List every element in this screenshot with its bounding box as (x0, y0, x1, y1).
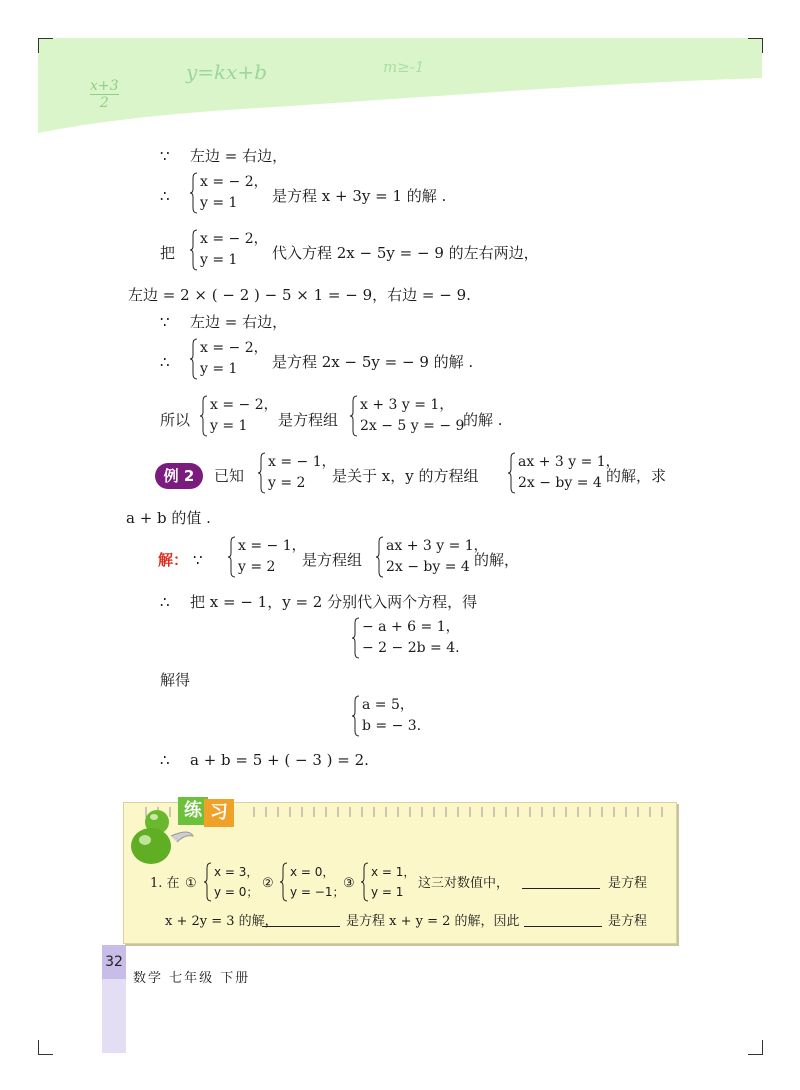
text-line: 是方程 (608, 914, 648, 929)
system-row: x = 3， (214, 865, 259, 879)
solution-label: 解： (158, 551, 189, 569)
text-line: 解得 (160, 671, 191, 689)
text-line: 把 x = − 1，y = 2 分别代入两个方程，得 (190, 593, 478, 611)
page-margin-strip (102, 979, 126, 1053)
crop-mark-top-right (748, 38, 763, 53)
text-line: 这三对数值中， (418, 876, 510, 891)
therefore-symbol: ∴ (160, 353, 170, 371)
text-line: x + 2y = 3 的解， (165, 914, 278, 929)
system-row: 2x − 5 y = − 9 (360, 418, 465, 434)
system-row: 2x − by = 4 (518, 475, 602, 491)
text-line: 代入方程 2x − 5y = − 9 的左右两边， (272, 244, 539, 262)
handwriting-numerator: x+3 (90, 78, 119, 94)
crop-mark-top-left (38, 38, 53, 53)
system-row: x = 0， (290, 865, 335, 879)
text-line: 是方程组 (302, 551, 363, 569)
answer-blank[interactable] (262, 912, 340, 927)
text-line: 是方程 x + y = 2 的解，因此 (346, 914, 520, 929)
brace-icon (352, 617, 360, 659)
text-line: 左边 = 2 × ( − 2 ) − 5 × 1 = − 9，右边 = − 9. (128, 286, 471, 304)
system-row: y = 1 (210, 418, 248, 434)
therefore-symbol: ∴ (160, 187, 170, 205)
brace-icon (376, 536, 384, 578)
therefore-symbol: ∴ (160, 751, 170, 769)
system-row: 2x − by = 4 (386, 559, 470, 575)
text-line: 的解 . (463, 411, 503, 429)
text-line: 把 (160, 244, 176, 262)
handwriting-denominator: 2 (90, 94, 119, 111)
text-line: 是方程 2x − 5y = − 9 的解 . (272, 353, 474, 371)
answer-blank[interactable] (524, 912, 602, 927)
choice-label: ① (185, 876, 197, 891)
brace-icon (204, 862, 212, 902)
system-row: ax + 3 y = 1， (386, 538, 488, 554)
choice-label: ③ (343, 876, 355, 891)
system-row: x = − 2， (200, 231, 268, 247)
example-badge: 例 2 (155, 463, 203, 489)
brace-icon (361, 862, 369, 902)
header-wave (38, 38, 762, 133)
system-row: x + 3 y = 1， (360, 397, 454, 413)
system-row: x = − 2， (200, 340, 268, 356)
system-row: x = − 2， (200, 174, 268, 190)
brace-icon (228, 536, 236, 578)
crop-mark-bottom-right (748, 1040, 763, 1055)
answer-blank[interactable] (522, 874, 600, 889)
system-row: − 2 − 2b = 4. (362, 640, 460, 656)
text-line: 左边 = 右边， (190, 313, 288, 331)
system-row: y = 1 (371, 885, 404, 899)
question-prefix: 1. 在 (150, 876, 180, 891)
handwriting-inequality: m≥-1 (383, 58, 425, 76)
practice-title (178, 797, 238, 829)
text-line: 的解， (474, 551, 520, 569)
brace-icon (190, 338, 198, 380)
system-row: x = 1， (371, 865, 416, 879)
system-row: b = − 3. (362, 718, 422, 734)
text-line: 是方程 x + 3y = 1 的解 . (272, 187, 447, 205)
therefore-symbol: ∴ (160, 593, 170, 611)
handwriting-equation: y=kx+b (186, 60, 268, 84)
text-line: 的解，求 (606, 467, 667, 485)
because-symbol: ∵ (160, 147, 170, 165)
handwriting-fraction (90, 78, 119, 111)
crop-mark-bottom-left (38, 1040, 53, 1055)
text-line: 左边 = 右边， (190, 147, 288, 165)
system-row: y = −1； (290, 885, 345, 899)
system-row: y = 1 (200, 195, 238, 211)
brace-icon (350, 395, 358, 437)
text-line: 是关于 x，y 的方程组 (332, 467, 479, 485)
page-number: 32 (102, 945, 126, 979)
text-line: 所以 (160, 411, 191, 429)
system-row: a = 5， (362, 697, 414, 713)
system-row: y = 1 (200, 361, 238, 377)
brace-icon (190, 229, 198, 271)
system-row: x = − 1， (268, 454, 336, 470)
system-row: x = − 2， (210, 397, 278, 413)
because-symbol: ∵ (160, 313, 170, 331)
brace-icon (508, 452, 516, 494)
system-row: y = 0； (214, 885, 259, 899)
choice-label: ② (262, 876, 274, 891)
system-row: y = 2 (268, 475, 306, 491)
brace-icon (200, 395, 208, 437)
text-line: 已知 (214, 467, 245, 485)
practice-title-char: 练 (178, 797, 208, 825)
brace-icon (190, 172, 198, 214)
brace-icon (280, 862, 288, 902)
book-title: 数学 七年级 下册 (133, 971, 251, 986)
because-symbol: ∵ (193, 551, 203, 569)
text-line: a + b 的值 . (126, 509, 211, 527)
brace-icon (352, 695, 360, 737)
text-line: 是方程 (608, 876, 648, 891)
practice-title-char: 习 (204, 799, 234, 827)
system-row: − a + 6 = 1， (362, 619, 460, 635)
text-line: 是方程组 (278, 411, 339, 429)
brace-icon (258, 452, 266, 494)
text-line: a + b = 5 + ( − 3 ) = 2. (190, 751, 369, 769)
system-row: x = − 1， (238, 538, 306, 554)
system-row: ax + 3 y = 1， (518, 454, 620, 470)
header-band (38, 38, 762, 133)
system-row: y = 2 (238, 559, 276, 575)
system-row: y = 1 (200, 252, 238, 268)
